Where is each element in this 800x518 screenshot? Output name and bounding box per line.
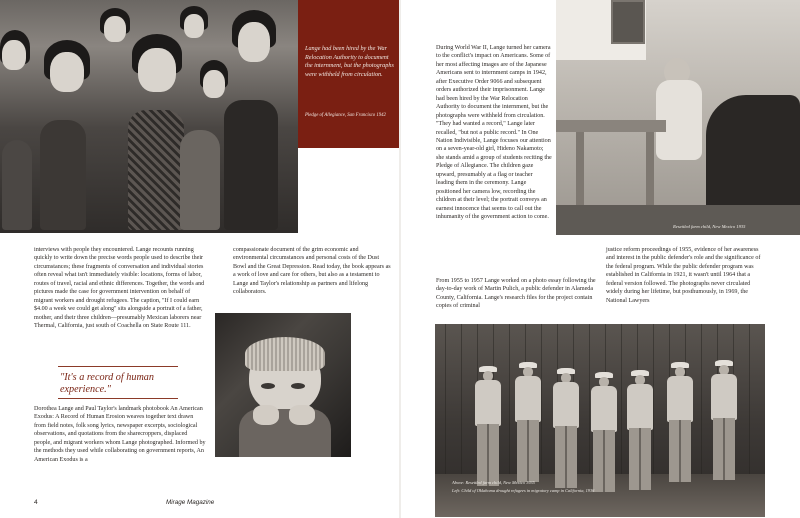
- caption-box-credit: Pledge of Allegiance, San Francisco 1942: [305, 113, 386, 118]
- child-portrait-photo: [215, 313, 351, 457]
- right-column1-bottom-text: From 1955 to 1957 Lange worked on a photo essay following the day-to-day work of Martin Pulich, a public defender in Alameda County, California. Lange's research files for the project contain copies of criminal: [436, 278, 596, 310]
- left-column1-top-text: interviews with people they encountered. Lange recounts running quickly to write down the precise words people used to describe their circumstances; these fragments of conversation and individual stories often reveal what isn't immediately visible: locations, forms of labor, routes of travel, racial and ethnic differences. Together, the words and pictures made the case for government intervention on behalf of migrant workers and drought refugees. The caption, "If I could earn $4.00 a week we could get along" sits alongside a portrait of a father, mother, and their three children—presumably Mexican laborers near Thermal, California, just south of Coachella on State Route 111.: [34, 247, 205, 330]
- page-gutter: [399, 0, 401, 518]
- caption-box-lead: Lange had been hired by the War Relocation Authority to document the internment, but the photographs were withheld from circulation.: [305, 45, 394, 78]
- right-column2-text: justice reform proceedings of 1955, evidence of her awareness and interest in the public defender's role and the significance of the federal program. While the public defender program was established in California in 1921, it wasn't until 1964 that a federal version followed. The photographs never circulated widely during her lifetime, but posthumously, in 1969, the National Lawyers: [606, 247, 761, 304]
- magazine-name: Mirage Magazine: [166, 499, 215, 506]
- page-number-left: 4: [34, 499, 38, 506]
- pullquote-rule-bottom: [58, 398, 178, 399]
- left-column1-bottom-text: Dorothea Lange and Paul Taylor's landmark photobook An American Exodus: A Record of Human Erosion weaves together text drawn from field notes, folk song lyrics, newspaper excerpts, sociological observations, and quotations from the sharecroppers, displaced people, and migrant workers whom Lange photographed. Informed by the methods they used while collaborating on government reports, An American Exodus is a: [34, 406, 206, 463]
- farm-child-photo-caption: Resettled farm child, New Mexico 1935: [673, 224, 746, 229]
- left-column2-text: compassionate document of the grim economic and environmental circumstances and personal costs of the Dust Bowl and the Great Depression. Read today, the book appears as a work of love and care for others, but also as a testament to Lange and Taylor's relationship as partners and lifelong collaborators.: [233, 247, 391, 296]
- farm-workers-caption-left: Left: Child of Oklahoma drought refugees in migratory camp in California, 1936: [452, 488, 595, 493]
- farm-child-photo: [556, 0, 800, 235]
- caption-box: [298, 0, 399, 148]
- right-column1-text: During World War II, Lange turned her camera to the conflict's impact on Americans. Some of her most affecting images are of the Japanese Americans sent to internment camps in 1942, after Executive Order 9066 and subsequent orders authorized their imprisonment. Lange had been hired by the War Relocation Authority to document the internment, but the photographs were withheld from circulation. "They had wanted a record," Lange later recalled, "but not a public record." In One Nation Indivisible, Lange focuses our attention on a seven-year-old girl, Hideno Nakamoto; she stands amid a group of students reciting the Pledge of Allegiance. The children gaze upward, presumably at a flag or teacher leading them in the ceremony. Lange positioned her camera low, recording the children at their level; the portrait conveys an earnest innocence that seems to call out the inhumanity of the government action to come.: [436, 45, 552, 221]
- farm-workers-caption-above: Above: Resettled farm child, New Mexico 1935: [452, 480, 535, 485]
- farm-workers-photo: [435, 324, 765, 517]
- children-pledge-photo: [0, 0, 298, 233]
- pullquote: "It's a record of human experience.": [60, 372, 154, 395]
- pullquote-rule-top: [58, 366, 178, 367]
